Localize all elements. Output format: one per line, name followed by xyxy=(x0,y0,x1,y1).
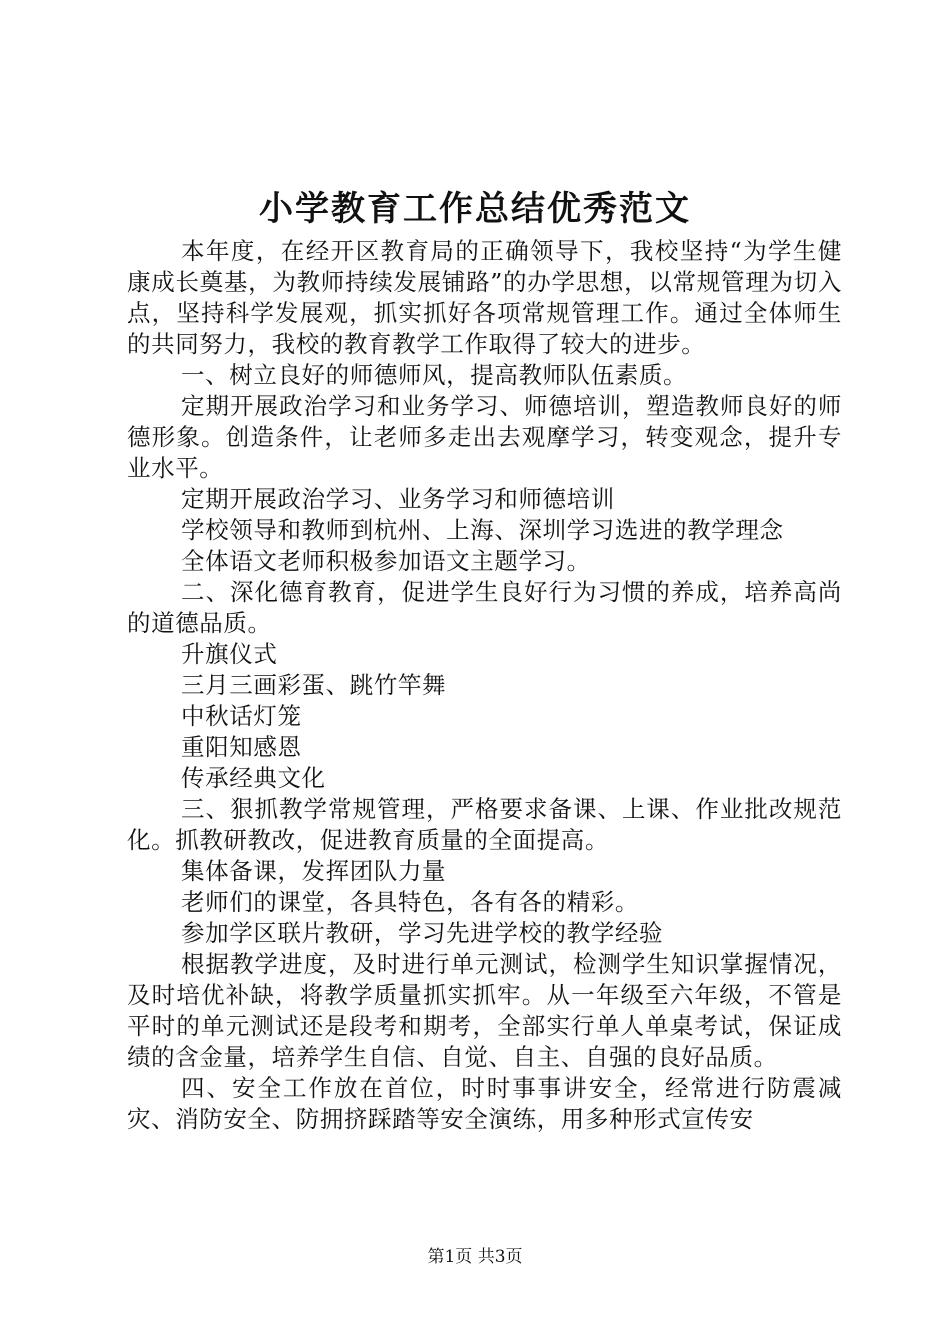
list-item: 参加学区联片教研，学习先进学校的教学经验 xyxy=(181,919,664,947)
section-heading-2: 二、深化德育教育，促进学生良好行为习惯的养成，培养高尚的道德品质。 xyxy=(127,578,842,637)
list-item: 定期开展政治学习、业务学习和师德培训 xyxy=(181,485,615,513)
list-item: 老师们的课堂，各具特色，各有各的精彩。 xyxy=(181,888,639,916)
list-item: 升旗仪式 xyxy=(181,640,278,668)
page-footer: 第1页 共3页 xyxy=(427,1247,523,1267)
document-body xyxy=(127,236,842,1135)
paragraph-teacher-ethics: 定期开展政治学习和业务学习、师德培训，塑造教师良好的师德形象。创造条件，让老师多走出去观摩学习，转变观念，提升专业水平。 xyxy=(127,392,842,482)
list-item: 重阳知感恩 xyxy=(181,733,302,761)
list-item: 传承经典文化 xyxy=(181,764,326,792)
document-title: 小学教育工作总结优秀范文 xyxy=(259,189,691,229)
list-item: 学校领导和教师到杭州、上海、深圳学习选进的教学理念 xyxy=(181,516,784,544)
list-item: 三月三画彩蛋、跳竹竿舞 xyxy=(181,671,447,699)
section-heading-3: 三、狠抓教学常规管理，严格要求备课、上课、作业批改规范化。抓教研教改，促进教育质量的全面提高。 xyxy=(127,795,842,854)
section-heading-1: 一、树立良好的师德师风，提高教师队伍素质。 xyxy=(181,361,688,389)
list-item: 全体语文老师积极参加语文主题学习。 xyxy=(181,547,591,575)
section-heading-4: 四、安全工作放在首位，时时事事讲安全，经常进行防震减灾、消防安全、防拥挤踩踏等安全演练，用多种形式宣传安 xyxy=(127,1074,842,1133)
list-item: 中秋话灯笼 xyxy=(181,702,302,730)
paragraph-testing: 根据教学进度，及时进行单元测试，检测学生知识掌握情况，及时培优补缺，将教学质量抓实抓牢。从一年级至六年级，不管是平时的单元测试还是段考和期考，全部实行单人单桌考试，保证成绩的含金量，培养学生自信、自觉、自主、自强的良好品质。 xyxy=(127,950,842,1071)
paragraph-intro: 本年度，在经开区教育局的正确领导下，我校坚持“为学生健康成长奠基，为教师持续发展铺路”的办学思想，以常规管理为切入点，坚持科学发展观，抓实抓好各项常规管理工作。通过全体师生的共同努力，我校的教育教学工作取得了较大的进步。 xyxy=(127,237,842,358)
list-item: 集体备课，发挥团队力量 xyxy=(181,857,447,885)
